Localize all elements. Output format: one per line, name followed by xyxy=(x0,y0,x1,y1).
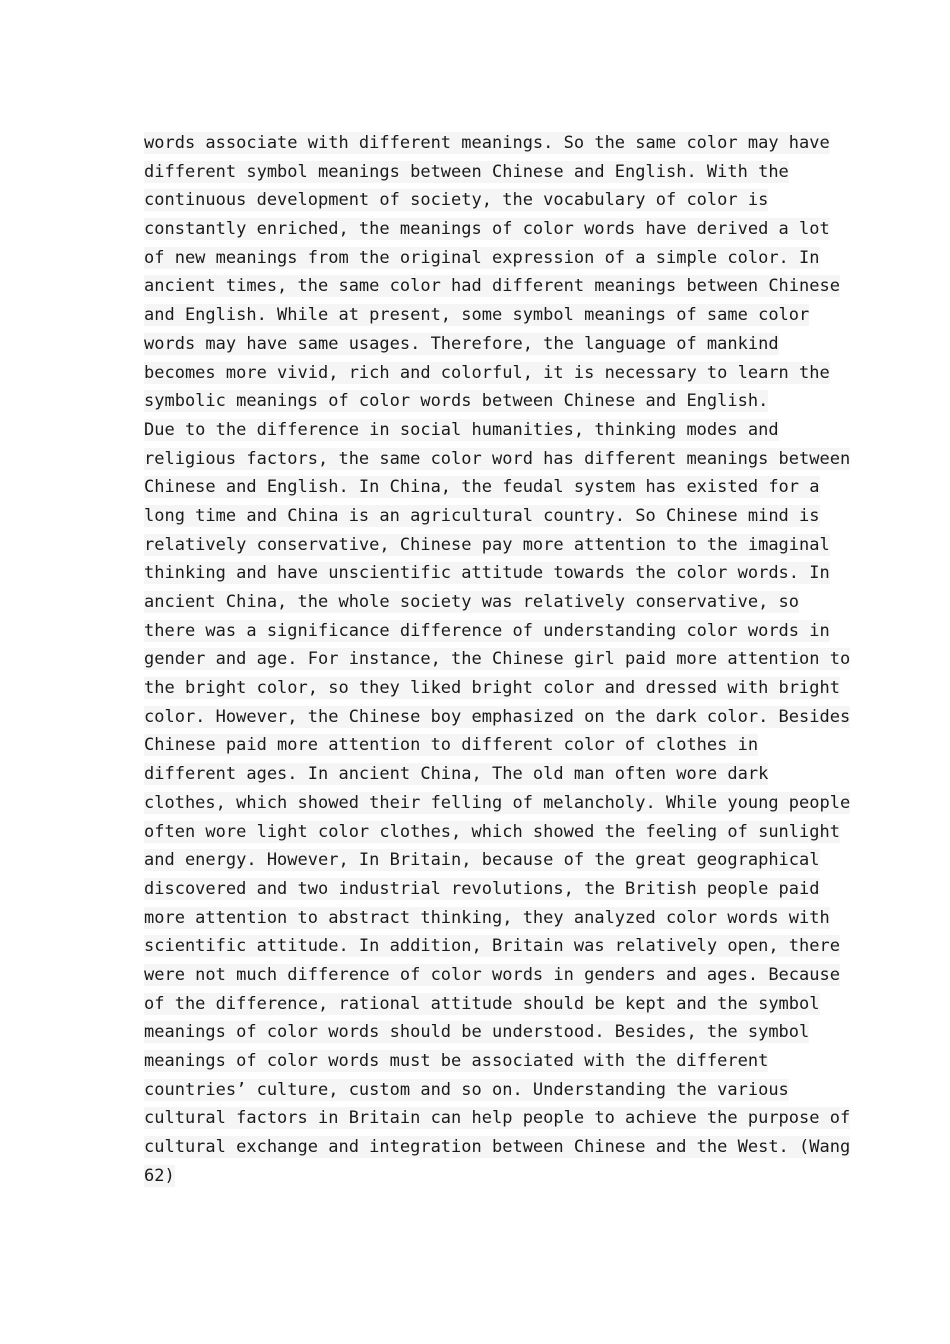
text-line: 62) xyxy=(144,1165,175,1186)
text-line: cultural factors in Britain can help people to achieve the purpose of xyxy=(144,1108,851,1129)
text-line: there was a significance difference of understanding color words in xyxy=(144,620,830,641)
text-line: more attention to abstract thinking, they analyzed color words with xyxy=(144,907,830,928)
text-line: and energy. However, In Britain, because of the great geographical xyxy=(144,850,820,871)
text-line: countries’ culture, custom and so on. Understanding the various xyxy=(144,1079,789,1100)
text-line: often wore light color clothes, which showed the feeling of sunlight xyxy=(144,821,840,842)
text-line: Chinese and English. In China, the feudal system has existed for a xyxy=(144,477,820,498)
text-line: thinking and have unscientific attitude towards the color words. In xyxy=(144,563,830,584)
text-line: symbolic meanings of color words between Chinese and English. xyxy=(144,391,769,412)
text-line: scientific attitude. In addition, Britain was relatively open, there xyxy=(144,936,840,957)
text-line: religious factors, the same color word has different meanings between xyxy=(144,448,851,469)
text-line: continuous development of society, the vocabulary of color is xyxy=(144,190,769,211)
text-line: of the difference, rational attitude should be kept and the symbol xyxy=(144,993,820,1014)
text-line: were not much difference of color words in genders and ages. Because xyxy=(144,964,840,985)
text-line: clothes, which showed their felling of melancholy. While young people xyxy=(144,792,851,813)
text-line: ancient China, the whole society was relatively conservative, so xyxy=(144,592,800,612)
text-line: discovered and two industrial revolutions, the British people paid xyxy=(144,878,820,899)
text-line: different symbol meanings between Chinese and English. With the xyxy=(144,161,789,182)
text-line: meanings of color words should be understood. Besides, the symbol xyxy=(144,1022,810,1043)
text-line: color. However, the Chinese boy emphasized on the dark color. Besides xyxy=(144,706,851,727)
text-line: different ages. In ancient China, The old man often wore dark xyxy=(144,764,769,785)
text-line: the bright color, so they liked bright color and dressed with bright xyxy=(144,678,840,699)
text-line: Chinese paid more attention to different color of clothes in xyxy=(144,735,759,756)
text-line: words associate with different meanings. So the same color may have xyxy=(144,133,830,153)
text-line: words may have same usages. Therefore, the language of mankind xyxy=(144,333,779,354)
text-line: of new meanings from the original expression of a simple color. In xyxy=(144,247,820,268)
body-text xyxy=(144,129,851,1190)
text-line: gender and age. For instance, the Chinese girl paid more attention to xyxy=(144,649,851,670)
text-line: and English. While at present, some symbol meanings of same color xyxy=(144,305,810,326)
text-line: Due to the difference in social humanities, thinking modes and xyxy=(144,419,779,440)
text-line: constantly enriched, the meanings of color words have derived a lot xyxy=(144,219,830,240)
text-line: relatively conservative, Chinese pay more attention to the imaginal xyxy=(144,534,830,555)
text-line: long time and China is an agricultural country. So Chinese mind is xyxy=(144,505,820,526)
text-line: becomes more vivid, rich and colorful, it is necessary to learn the xyxy=(144,362,830,383)
text-line: meanings of color words must be associated with the different xyxy=(144,1051,769,1071)
text-line: ancient times, the same color had different meanings between Chinese xyxy=(144,276,840,297)
text-line: cultural exchange and integration between Chinese and the West. (Wang xyxy=(144,1137,851,1158)
